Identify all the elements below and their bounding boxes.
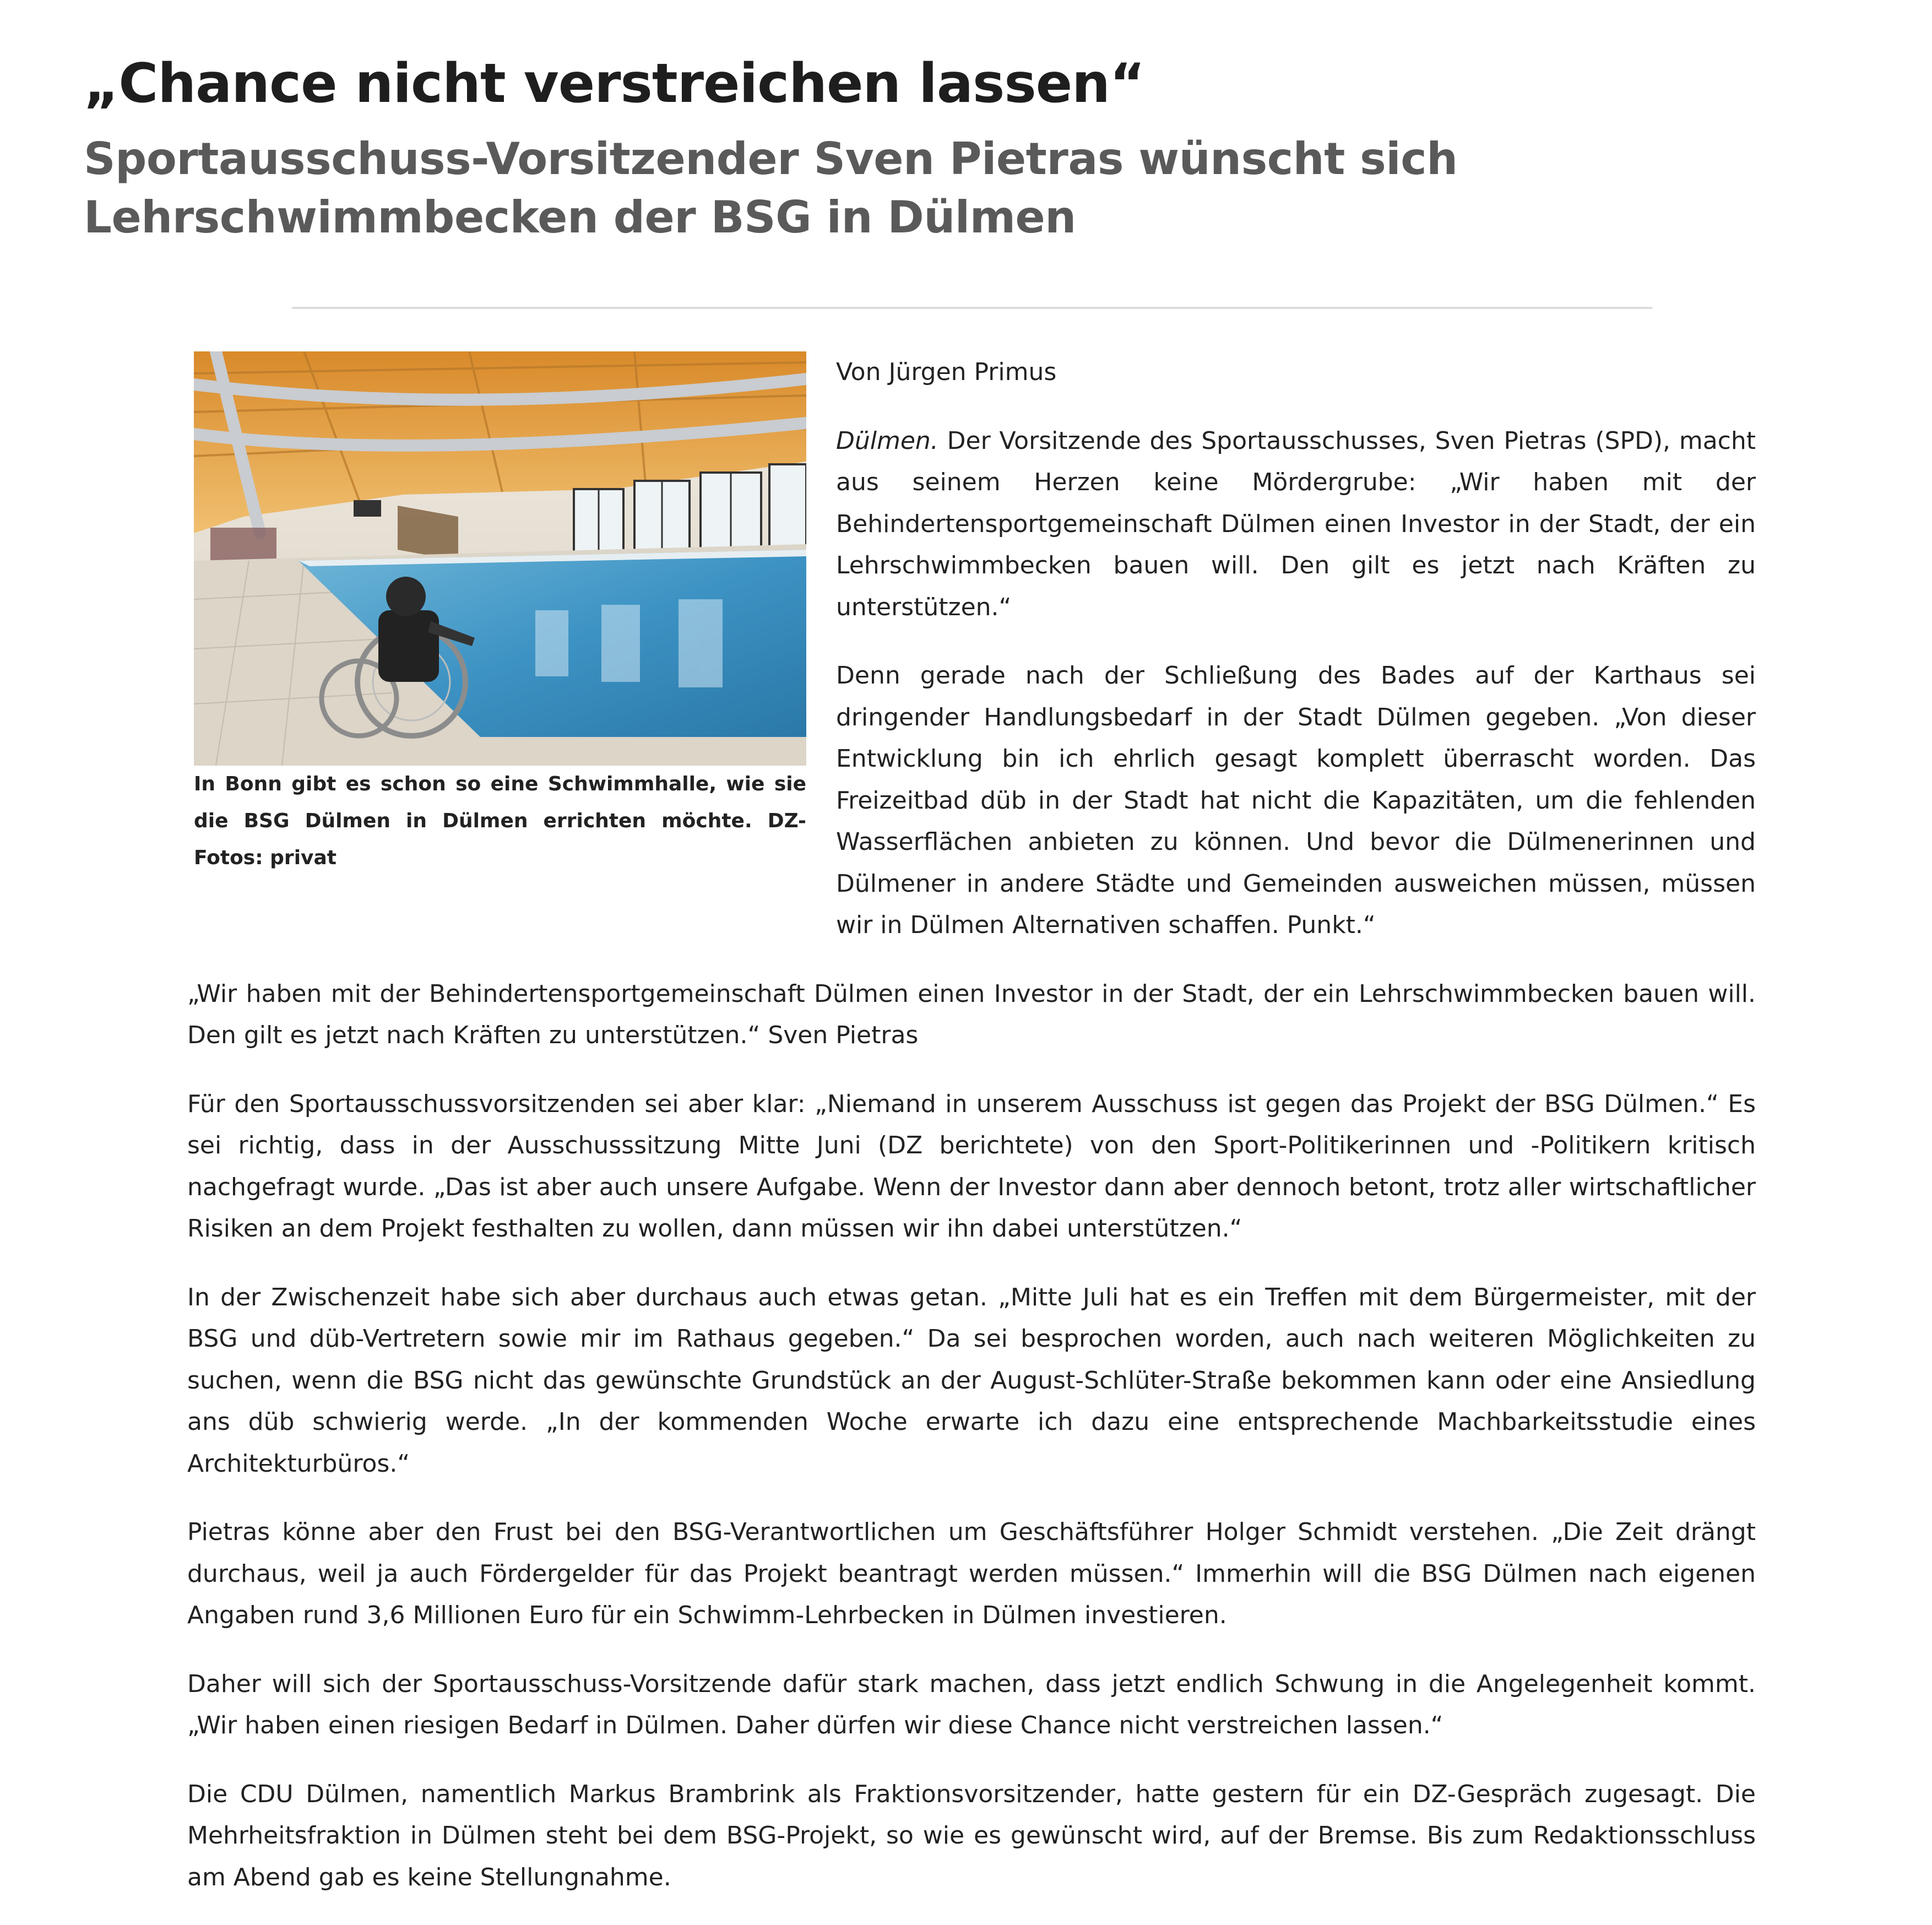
article-paragraph: Daher will sich der Sportausschuss-Vorsitzende dafür stark machen, dass jetzt endlich Schwung in die Angelegenheit kommt. „Wir haben einen riesigen Bedarf in Dülmen. Daher dürfen wir diese Chance nicht verstreichen lassen.“ [187,1669,1756,1739]
article-byline: Von Jürgen Primus [836,358,1057,386]
swimming-hall-photo [194,351,806,766]
article-pull-quote: „Wir haben mit der Behindertensportgemeinschaft Dülmen einen Investor in der Stadt, der ein Lehrschwimmbecken bauen will. Den gilt es jetzt nach Kräften zu unterstützen.“ Sven Pietras [187,979,1756,1049]
article-paragraph: Denn gerade nach der Schließung des Bades auf der Karthaus sei dringender Handlungsbedarf in der Stadt Dülmen gegeben. „Von dieser Entwicklung bin ich ehrlich gesagt komplett überrascht worden. Das Freizeitbad düb in der Stadt hat nicht die Kapazitäten, um die fehlenden Wasserflächen anbieten zu können. Und bevor die Dülmenerinnen und Dülmener in andere Städte und Gemeinden ausweichen müssen, müssen wir in Dülmen Alternativen schaffen. Punkt.“ [836,661,1756,939]
article-subheadline: Sportausschuss-Vorsitzender Sven Pietras wünscht sich Lehrschwimmbecken der BSG in Dülmen [84,133,1458,243]
figure-caption: In Bonn gibt es schon so eine Schwimmhalle, wie sie die BSG Dülmen in Dülmen errichten möchte. DZ-Fotos: privat [194,773,806,869]
article-figure [194,351,806,903]
article-dateline: Dülmen. [836,426,938,455]
article-paragraph: In der Zwischenzeit habe sich aber durchaus auch etwas getan. „Mitte Juli hat es ein Treffen mit dem Bürgermeister, mit der BSG und düb-Vertretern sowie mir im Rathaus gegeben.“ Da sei besprochen worden, auch nach weiteren Möglichkeiten zu suchen, wenn die BSG nicht das gewünschte Grundstück an der August-Schlüter-Straße bekommen kann oder eine Ansiedlung ans düb schwierig werde. „In der kommenden Woche erwarte ich dazu eine entsprechende Machbarkeitsstudie eines Architekturbüros.“ [187,1283,1756,1478]
article-body [187,351,1756,1925]
paragraph-text: Der Vorsitzende des Sportausschusses, Sven Pietras (SPD), macht aus seinem Herzen keine Mördergrube: „Wir haben mit der Behindertensportgemeinschaft Dülmen einen Investor in der Stadt, der ein Lehrschwimmbecken bauen will. Den gilt es jetzt nach Kräften zu unterstützen.“ [836,426,1756,621]
header-divider [292,307,1652,309]
article-headline: „Chance nicht verstreichen lassen“ [84,52,1145,115]
article-paragraph: Für den Sportausschussvorsitzenden sei aber klar: „Niemand in unserem Ausschuss ist gegen das Projekt der BSG Dülmen.“ Es sei richtig, dass in der Ausschusssitzung Mitte Juni (DZ berichtete) von den Sport-Politikerinnen und -Politikern kritisch nachgefragt wurde. „Das ist aber auch unsere Aufgabe. Wenn der Investor dann aber dennoch betont, trotz aller wirtschaftlicher Risiken an dem Projekt festhalten zu wollen, dann müssen wir ihn dabei unterstützen.“ [187,1089,1756,1243]
article-paragraph: Die CDU Dülmen, namentlich Markus Brambrink als Fraktionsvorsitzender, hatte gestern für ein DZ-Gespräch zugesagt. Die Mehrheitsfraktion in Dülmen steht bei dem BSG-Projekt, so wie es gewünscht wird, auf der Bremse. Bis zum Redaktionsschluss am Abend gab es keine Stellungnahme. [187,1780,1756,1891]
article-paragraph: Pietras könne aber den Frust bei den BSG-Verantwortlichen um Geschäftsführer Holger Schmidt verstehen. „Die Zeit drängt durchaus, weil ja auch Fördergelder für das Projekt beantragt werden müssen.“ Immerhin will die BSG Dülmen nach eigenen Angaben rund 3,6 Millionen Euro für ein Schwimm-Lehrbecken in Dülmen investieren. [187,1518,1756,1629]
